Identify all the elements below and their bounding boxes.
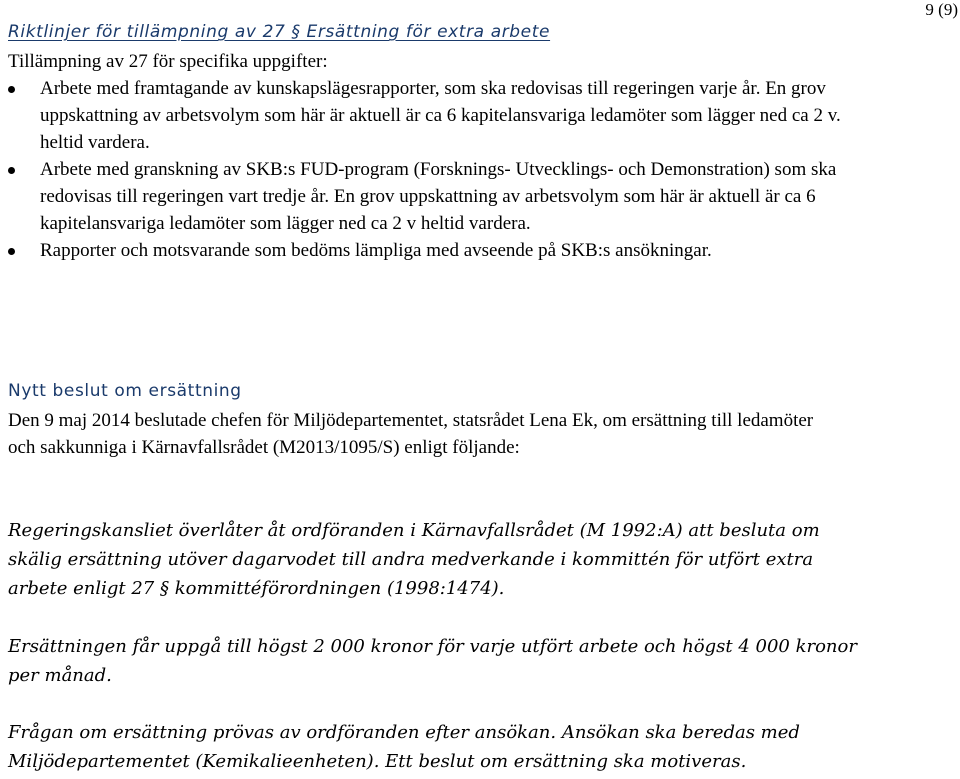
italic-paragraph-amount: Ersättningen får uppgå till högst 2 000 kronor för varje utfört arbete och högst 4 000 kronor per månad. bbox=[8, 636, 857, 686]
bullet-icon bbox=[8, 167, 15, 174]
list-item bbox=[0, 156, 880, 237]
italic-paragraph-delegation: Regeringskansliet överlåter åt ordföranden i Kärnavfallsrådet (M 1992:A) att besluta om skälig ersättning utöver dagarvodet till andra medverkande i kommittén för utfört extra arbete enligt 27 § kommittéförordningen (1998:1474). bbox=[8, 520, 820, 599]
list-item bbox=[0, 75, 880, 156]
bullet-icon bbox=[8, 248, 15, 255]
bullet-icon bbox=[8, 86, 15, 93]
intro-text: Tillämpning av 27 för specifika uppgifter: bbox=[8, 51, 328, 72]
list-item-text: Arbete med granskning av SKB:s FUD-program (Forsknings- Utvecklings- och Demonstration) som ska redovisas till regeringen vart tredje år. En grov uppskattning av arbetsvolym som här är aktuell är ca 6 kapitelansvariga ledamöter som lägger ned ca 2 v heltid vardera. bbox=[40, 159, 837, 234]
decision-paragraph: Den 9 maj 2014 beslutade chefen för Miljödepartementet, statsrådet Lena Ek, om ersättning till ledamöter och sakkunniga i Kärnavfallsrådet (M2013/1095/S) enligt följande: bbox=[8, 410, 814, 458]
list-item-text: Rapporter och motsvarande som bedöms lämpliga med avseende på SKB:s ansökningar. bbox=[40, 240, 712, 261]
page-number: 9 (9) bbox=[925, 0, 958, 19]
list-item bbox=[0, 237, 880, 264]
italic-paragraph-application: Frågan om ersättning prövas av ordföranden efter ansökan. Ansökan ska beredas med Miljödepartementet (Kemikalieenheten). Ett beslut om ersättning ska motiveras. bbox=[8, 722, 800, 772]
bullet-list bbox=[0, 75, 880, 264]
list-item-text: Arbete med framtagande av kunskapslägesrapporter, som ska redovisas till regeringen varje år. En grov uppskattning av arbetsvolym som här är aktuell är ca 6 kapitelansvariga ledamöter som lägger ned ca 2 v. heltid vardera. bbox=[40, 78, 841, 153]
section-heading-guidelines: Riktlinjer för tillämpning av 27 § Ersättning för extra arbete bbox=[8, 22, 551, 42]
section-heading-new-decision: Nytt beslut om ersättning bbox=[8, 381, 242, 401]
